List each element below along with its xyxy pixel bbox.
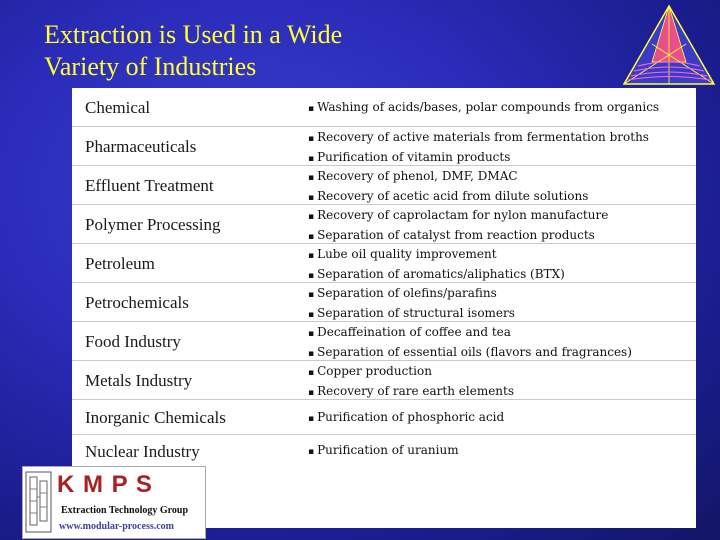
application-list [308, 245, 565, 285]
application-item: ▪ Purification of uranium [308, 443, 459, 457]
kmps-logo-name: K M P S [57, 471, 153, 498]
application-list [308, 408, 504, 428]
kmps-logo [22, 466, 206, 539]
application-item: ▪ Purification of phosphoric acid [308, 410, 505, 424]
industry-label: Polymer Processing [85, 215, 221, 234]
table-row [72, 400, 696, 435]
slide-title [44, 19, 564, 83]
industry-label: Chemical [85, 98, 151, 117]
industry-label: Metals Industry [85, 371, 193, 390]
application-item: ▪ Recovery of phenol, DMF, DMAC [308, 169, 518, 183]
application-item: ▪ Copper production [308, 364, 432, 378]
application-list [308, 362, 514, 402]
application-list [308, 284, 515, 324]
industry-label: Pharmaceuticals [85, 137, 197, 156]
industry-label: Inorganic Chemicals [85, 408, 226, 427]
application-list [308, 128, 649, 168]
kmps-logo-url: www.modular-process.com [59, 521, 174, 532]
kmps-logo-subtitle: Extraction Technology Group [61, 505, 189, 516]
table-row [72, 127, 696, 166]
application-item: ▪ Separation of essential oils (flavors and fragrances) [308, 345, 632, 359]
application-item: ▪ Separation of structural isomers [308, 306, 515, 320]
industry-label: Food Industry [85, 332, 181, 351]
table-row [72, 244, 696, 283]
application-item: ▪ Lube oil quality improvement [308, 247, 497, 261]
table-row [72, 166, 696, 205]
application-list [308, 98, 659, 118]
application-item: ▪ Separation of olefins/parafins [308, 286, 497, 300]
table-row [72, 283, 696, 322]
triangle-logo-icon [622, 4, 716, 86]
application-item: ▪ Recovery of active materials from fermentation broths [308, 130, 649, 144]
application-list [308, 206, 608, 246]
industry-label: Effluent Treatment [85, 176, 214, 195]
application-item: ▪ Washing of acids/bases, polar compounds from organics [308, 100, 660, 114]
title-line-1: Extraction is Used in a Wide [44, 20, 343, 49]
application-list [308, 323, 632, 363]
application-item: ▪ Decaffeination of coffee and tea [308, 325, 511, 339]
application-item: ▪ Separation of catalyst from reaction products [308, 228, 595, 242]
application-list [308, 167, 588, 207]
application-item: ▪ Recovery of rare earth elements [308, 384, 515, 398]
application-item: ▪ Separation of aromatics/aliphatics (BTX) [308, 267, 565, 281]
industry-label: Petrochemicals [85, 293, 189, 312]
application-item: ▪ Purification of vitamin products [308, 150, 511, 164]
table-row [72, 361, 696, 400]
application-list [308, 441, 459, 461]
application-item: ▪ Recovery of acetic acid from dilute solutions [308, 189, 589, 203]
table-row [72, 88, 696, 127]
table-row [72, 205, 696, 244]
industry-table [72, 88, 696, 528]
industry-label: Nuclear Industry [85, 442, 200, 461]
title-line-2: Variety of Industries [44, 52, 257, 81]
kmps-column-icon [25, 471, 52, 533]
application-item: ▪ Recovery of caprolactam for nylon manufacture [308, 208, 609, 222]
table-row [72, 322, 696, 361]
industry-label: Petroleum [85, 254, 155, 273]
